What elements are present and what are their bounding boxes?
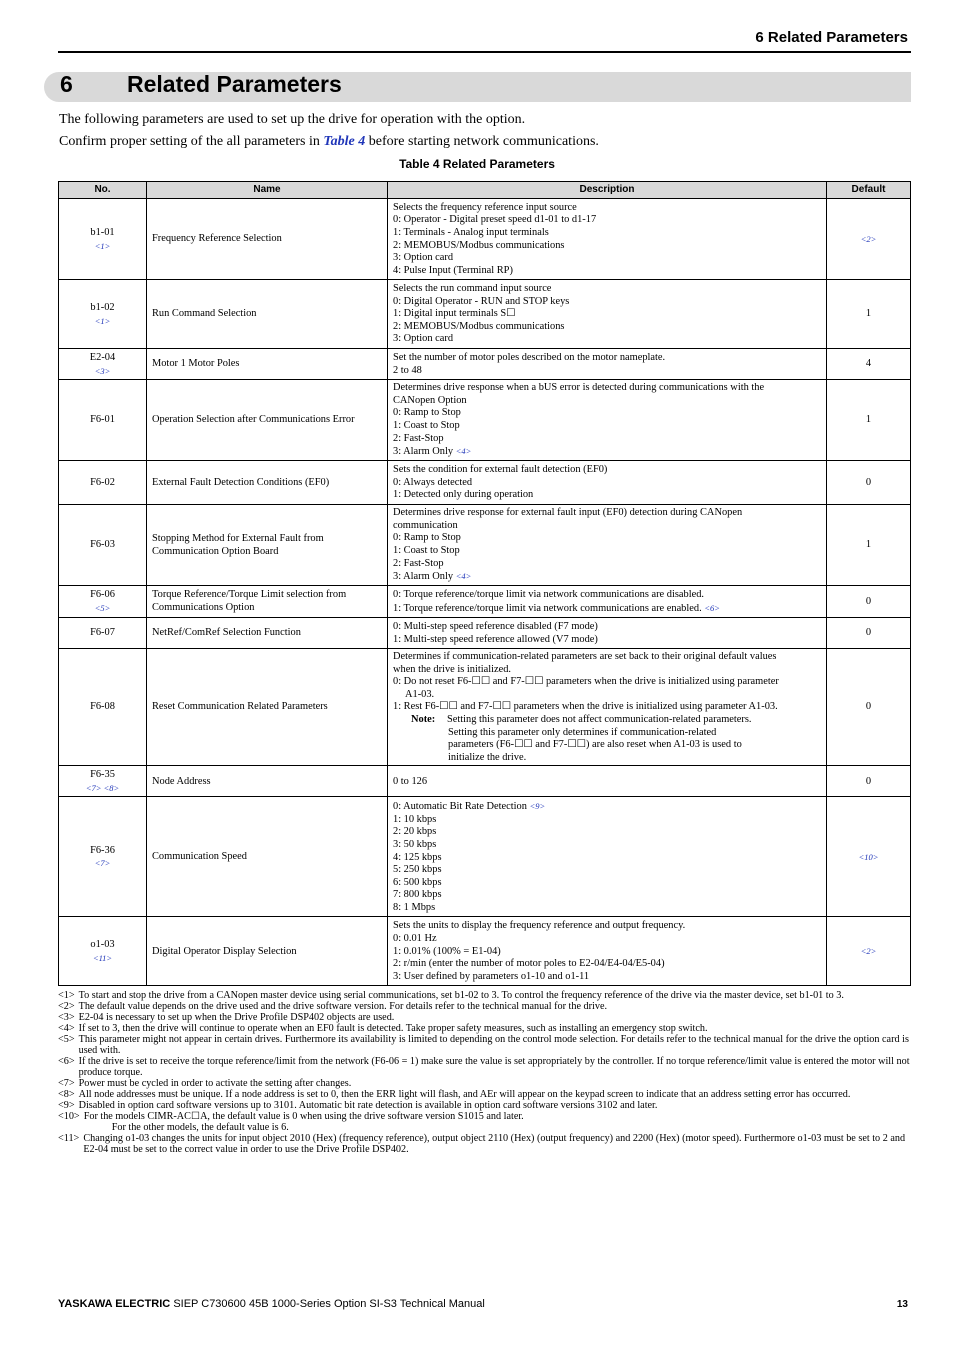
col-header-no: No.: [59, 182, 147, 199]
footnote-tag: <8>: [58, 1089, 75, 1100]
page-number: 13: [896, 1299, 908, 1310]
table-header-row: [59, 182, 911, 199]
param-number-cell: [59, 586, 147, 618]
description-text: 3: 50 kbps: [393, 838, 437, 850]
description-line: [393, 902, 821, 915]
footnote: [58, 1034, 910, 1056]
description-text: 2 to 48: [393, 364, 422, 376]
table-row: [59, 649, 911, 766]
description-line: [393, 920, 821, 933]
description-line: [393, 382, 821, 395]
description-text: 3: Option card: [393, 333, 454, 345]
description-line: [393, 252, 821, 265]
default-value-cell: [827, 505, 911, 586]
footnote-text: [79, 1100, 910, 1111]
description-line: [393, 420, 821, 433]
description-line: [393, 776, 821, 789]
param-number: b1-01: [90, 226, 115, 238]
param-description: [388, 649, 827, 766]
description-text: Selects the run command input source: [393, 283, 552, 295]
default-value-cell: [827, 349, 911, 380]
param-name: Run Command Selection: [147, 280, 388, 349]
param-number: b1-02: [90, 301, 115, 313]
footnote-body: Power must be cycled in order to activate the setting after changes.: [78, 1078, 352, 1089]
description-text: 1: Torque reference/torque limit via network communications are enabled.: [393, 602, 702, 614]
description-line: [393, 321, 821, 334]
param-number: F6-07: [90, 627, 115, 639]
description-text: 1: Multi-step speed reference allowed (V7 mode): [393, 633, 598, 645]
description-line: [393, 602, 821, 616]
description-text: 4: 125 kbps: [393, 851, 442, 863]
description-text: Sets the condition for external fault detection (EF0): [393, 464, 608, 476]
param-description: [388, 797, 827, 917]
default-value-cell: [827, 917, 911, 986]
description-line: [393, 558, 821, 571]
description-line: [393, 621, 821, 634]
intro-paragraph-2: [59, 134, 599, 150]
description-text: Sets the units to display the frequency reference and output frequency.: [393, 920, 686, 932]
description-text: 0: Ramp to Stop: [393, 407, 461, 419]
description-line: [393, 532, 821, 545]
description-footnote-ref[interactable]: <9>: [529, 801, 546, 812]
description-text: 0: Do not reset F6-☐☐ and F7-☐☐ parameters when the drive is initialized using parameter: [393, 676, 779, 688]
description-line: [393, 651, 821, 664]
description-line: [393, 877, 821, 890]
description-line: [393, 958, 821, 971]
description-line: [393, 445, 821, 459]
param-number-cell: [59, 199, 147, 280]
param-name: Motor 1 Motor Poles: [147, 349, 388, 380]
description-text: Determines drive response when a bUS error is detected during communications with the: [393, 382, 765, 394]
param-description: [388, 505, 827, 586]
param-footnote-ref[interactable]: <11>: [92, 952, 113, 963]
description-text: 1: Coast to Stop: [393, 545, 460, 556]
description-text: 2: 20 kbps: [393, 826, 437, 838]
description-text: 0: Multi-step speed reference disabled (F7 mode): [393, 620, 598, 632]
section-number: 6: [60, 71, 73, 97]
footnote-text: [79, 1078, 910, 1089]
param-footnote-ref[interactable]: <1>: [94, 315, 111, 326]
footnote: [58, 1078, 910, 1089]
footnote-body: E2-04 is necessary to set up when the Drive Profile DSP402 objects are used.: [78, 1012, 395, 1023]
param-number: F6-08: [90, 701, 115, 713]
footnote: [58, 1100, 910, 1111]
description-line: [393, 464, 821, 477]
description-line: [393, 365, 821, 378]
description-text: 2: r/min (enter the number of motor poles to E2-04/E4-04/E5-04): [393, 958, 665, 970]
description-footnote-ref[interactable]: <4>: [455, 446, 472, 457]
param-number-cell: [59, 349, 147, 380]
default-value-cell: [827, 586, 911, 618]
note-text: initialize the drive.: [448, 751, 527, 763]
table-row: [59, 766, 911, 797]
footer-manual-title: SIEP C730600 45B 1000-Series Option SI-S3 Technical Manual: [170, 1298, 485, 1310]
description-text: A1-03.: [405, 688, 435, 700]
default-value-cell: [827, 649, 911, 766]
footnote-body: If the drive is set to receive the torque reference/limit from the network (F6-06 = 1) make sure the value is set appropriately by the controller. If no torque reference/limit value is entered the motor will not produce torque.: [78, 1056, 910, 1078]
note-line: [393, 714, 821, 727]
col-header-name: Name: [147, 182, 388, 199]
table-row: [59, 280, 911, 349]
param-number-cell: [59, 461, 147, 505]
footnote-text: [83, 1133, 910, 1155]
param-number: F6-01: [90, 414, 115, 426]
description-text: 1: 10 kbps: [393, 813, 437, 825]
note-text: Setting this parameter does not affect communication-related parameters.: [447, 713, 752, 725]
description-line: [393, 889, 821, 902]
description-line: [393, 202, 821, 215]
default-value-cell: [827, 199, 911, 280]
description-line: [393, 395, 821, 408]
param-name: Communication Speed: [147, 797, 388, 917]
footnote-tag: <5>: [58, 1034, 75, 1045]
description-text: 1: Digital input terminals S☐: [393, 308, 516, 320]
footnote-text: [79, 1001, 910, 1012]
description-line: [393, 296, 821, 309]
footnote-tag: <11>: [58, 1133, 80, 1144]
description-text: when the drive is initialized.: [393, 663, 512, 675]
footnote-body: The default value depends on the drive used and the drive software version. For details refer to the technical manual for the drive.: [78, 1001, 608, 1012]
footnote-tag: <3>: [58, 1012, 75, 1023]
footnote-body: If set to 3, then the drive will continue to operate when an EF0 fault is detected. Take proper safety measures, such as installing an emergency stop switch.: [78, 1023, 708, 1034]
default-value-cell: [827, 280, 911, 349]
description-line: [393, 265, 821, 278]
description-text: 0: Always detected: [393, 476, 473, 488]
param-footnote-ref[interactable]: <3>: [94, 365, 111, 376]
description-line: [393, 946, 821, 959]
param-number-cell: [59, 766, 147, 797]
footnote: [58, 1056, 910, 1078]
description-text: Selects the frequency reference input source: [393, 201, 577, 213]
param-number: E2-04: [89, 351, 116, 363]
footnote-body: Changing o1-03 changes the units for input object 2010 (Hex) (frequency reference), output object 2110 (Hex) (output frequency) and 2200 (Hex) (motor speed). Furthermore o1-03 must be set to 2 and E2-04 must be set to the correct value in order to use the Drive Profile DSP402.: [83, 1133, 906, 1155]
footnote-tag: <1>: [58, 990, 75, 1001]
param-description: [388, 380, 827, 461]
footnote: [58, 1089, 910, 1100]
table-row: [59, 199, 911, 280]
description-text: 1: Detected only during operation: [393, 489, 534, 501]
param-description: [388, 917, 827, 986]
description-text: 7: 800 kbps: [393, 889, 442, 901]
param-number-cell: [59, 797, 147, 917]
param-description: [388, 618, 827, 649]
description-line: [393, 839, 821, 852]
description-line: [393, 308, 821, 321]
footnote-text: [79, 1089, 910, 1100]
description-text: 1: Coast to Stop: [393, 420, 460, 431]
related-parameters-table: [58, 181, 911, 986]
footnote: [58, 990, 910, 1001]
description-line: [393, 352, 821, 365]
default-value: 0: [865, 595, 872, 607]
param-number: F6-02: [90, 476, 115, 488]
table-4-link[interactable]: Table 4: [323, 134, 366, 149]
param-footnote-ref[interactable]: <7> <8>: [85, 782, 120, 793]
description-line: [393, 570, 821, 584]
param-description: [388, 280, 827, 349]
footnote: [58, 1111, 910, 1133]
description-line: [393, 589, 821, 602]
description-text: 1: 0.01% (100% = E1-04): [393, 945, 501, 957]
intro-text-after: before starting network communications.: [365, 134, 599, 149]
footnote-body: Disabled in option card software versions up to 3101. Automatic bit rate detection is available in option card software versions 3102 and later.: [78, 1100, 658, 1111]
default-value: 0: [865, 627, 872, 639]
footnote-text: [79, 1056, 910, 1078]
default-value-cell: [827, 461, 911, 505]
footnote-text: [79, 1012, 910, 1023]
footnote: [58, 1023, 910, 1034]
footnote-text: [84, 1111, 910, 1133]
description-text: 8: 1 Mbps: [393, 901, 436, 913]
param-name: Operation Selection after Communications Error: [147, 380, 388, 461]
param-number: F6-06: [90, 589, 115, 601]
description-text: 1: Rest F6-☐☐ and F7-☐☐ parameters when the drive is initialized using parameter A1-03.: [393, 701, 778, 713]
param-footnote-ref[interactable]: <5>: [94, 603, 111, 613]
description-line: [393, 240, 821, 253]
note-text: parameters (F6-☐☐ and F7-☐☐) are also reset when A1-03 is used to: [448, 739, 742, 751]
description-text: CANopen Option: [393, 394, 467, 406]
param-number-cell: [59, 649, 147, 766]
default-value[interactable]: <2>: [860, 946, 877, 957]
param-name: External Fault Detection Conditions (EF0): [147, 461, 388, 505]
default-value[interactable]: <10>: [858, 851, 879, 862]
param-name: Frequency Reference Selection: [147, 199, 388, 280]
description-text: 0: Operator - Digital preset speed d1-01 to d1-17: [393, 214, 597, 226]
description-line: [393, 676, 821, 689]
description-text: 0: Automatic Bit Rate Detection: [393, 801, 527, 813]
description-text: communication: [393, 519, 458, 531]
section-title: Related Parameters: [127, 71, 342, 97]
note-text: Setting this parameter only determines if communication-related: [448, 726, 717, 738]
footnote-body: All node addresses must be unique. If a node address is set to 0, then the ERR light will flash, and AEr will appear on the keypad screen to indicate that an address setting error has occurred.: [78, 1089, 851, 1100]
footnote-tag: <6>: [58, 1056, 75, 1067]
description-line: [393, 227, 821, 240]
param-number-cell: [59, 280, 147, 349]
footnote-tag: <4>: [58, 1023, 75, 1034]
description-text: 0: Digital Operator - RUN and STOP keys: [393, 295, 570, 307]
description-text: 3: Alarm Only: [393, 446, 454, 458]
footnote-text: [79, 990, 910, 1001]
description-text: 5: 250 kbps: [393, 864, 442, 876]
footnote: [58, 1001, 910, 1012]
default-value: 1: [865, 539, 872, 551]
table-row: [59, 917, 911, 986]
description-line: [393, 689, 821, 702]
intro-text-before: Confirm proper setting of the all parameters in: [59, 134, 324, 149]
description-text: Determines if communication-related parameters are set back to their original default values: [393, 651, 777, 662]
col-header-description: Description: [388, 182, 827, 199]
description-line: [393, 864, 821, 877]
param-name: Stopping Method for External Fault from Communication Option Board: [147, 505, 388, 586]
table-row: [59, 505, 911, 586]
param-name: Torque Reference/Torque Limit selection from Communications Option: [147, 586, 388, 618]
footnote-body: For the models CIMR-AC☐A, the default value is 0 when using the drive software version S1015 and later.: [83, 1111, 524, 1122]
description-line: [393, 826, 821, 839]
table-row: [59, 461, 911, 505]
description-text: Determines drive response for external fault input (EF0) detection during CANopen: [393, 507, 743, 519]
footnote-tag: <2>: [58, 1001, 75, 1012]
default-value: 1: [865, 308, 872, 320]
default-value: 0: [865, 775, 872, 787]
description-text: 2: MEMOBUS/Modbus communications: [393, 320, 565, 332]
description-line: [393, 701, 821, 714]
description-line: [393, 477, 821, 490]
table-row: [59, 349, 911, 380]
footnotes: [58, 990, 910, 1155]
description-footnote-ref[interactable]: <6>: [704, 602, 721, 613]
description-footnote-ref[interactable]: <4>: [455, 571, 472, 582]
default-value-cell: [827, 797, 911, 917]
description-text: 3: Alarm Only: [393, 571, 454, 583]
param-number-cell: [59, 618, 147, 649]
param-name: Reset Communication Related Parameters: [147, 649, 388, 766]
description-text: 4: Pulse Input (Terminal RP): [393, 264, 513, 276]
param-description: [388, 461, 827, 505]
footnote-text: [79, 1023, 910, 1034]
footnote-tag: <9>: [58, 1100, 75, 1111]
description-line: [393, 545, 821, 558]
note-label: Note:: [411, 713, 436, 725]
description-line: [393, 433, 821, 446]
param-number: F6-36: [90, 844, 115, 856]
header-rule: [58, 51, 911, 53]
description-text: Set the number of motor poles described on the motor nameplate.: [393, 351, 666, 363]
default-value-cell: [827, 766, 911, 797]
page-footer: [58, 1298, 485, 1310]
param-number-cell: [59, 917, 147, 986]
table-row: [59, 618, 911, 649]
description-text: 6: 500 kbps: [393, 876, 442, 888]
table-row: [59, 797, 911, 917]
footnote: [58, 1133, 910, 1155]
description-text: 3: User defined by parameters o1-10 and o1-11: [393, 970, 590, 982]
default-value: 0: [865, 701, 872, 713]
description-line: [393, 333, 821, 346]
description-line: [393, 407, 821, 420]
description-line: [393, 634, 821, 647]
description-line: [393, 507, 821, 520]
description-line: [393, 814, 821, 827]
description-line: [393, 971, 821, 984]
table-row: [59, 586, 911, 618]
description-text: 2: Fast-Stop: [393, 432, 444, 444]
description-line: [393, 489, 821, 502]
param-number: F6-35: [90, 769, 115, 781]
footnote-body: To start and stop the drive from a CANopen master device using serial communications, set b1-02 to 3. To control the frequency reference of the drive via the master device, set b1-01 to 3.: [78, 990, 844, 1001]
param-number-cell: [59, 380, 147, 461]
param-description: [388, 349, 827, 380]
description-line: [393, 852, 821, 865]
description-line: [393, 283, 821, 296]
default-value-cell: [827, 380, 911, 461]
param-number: F6-03: [90, 539, 115, 551]
description-line: [393, 664, 821, 677]
running-header-title: 6 Related Parameters: [755, 29, 908, 46]
description-text: 0: 0.01 Hz: [393, 932, 437, 944]
description-text: 3: Option card: [393, 252, 454, 264]
description-line: [393, 800, 821, 814]
footnote-tag: <10>: [58, 1111, 80, 1122]
description-line: [393, 520, 821, 533]
footnote-body: This parameter might not appear in certain drives. Furthermore its availability is limited to depending on the control mode selection. For details refer to the technical manual for the drive the option card is used with.: [78, 1034, 909, 1056]
description-text: 2: Fast-Stop: [393, 557, 444, 569]
footer-brand: YASKAWA ELECTRIC: [58, 1298, 171, 1310]
param-number: o1-03: [90, 939, 115, 951]
footnote: [58, 1012, 910, 1023]
description-line: [393, 933, 821, 946]
footnote-text: [79, 1034, 910, 1056]
description-text: 0 to 126: [393, 775, 428, 787]
default-value: 1: [865, 414, 872, 426]
table-caption: Table 4 Related Parameters: [399, 157, 555, 171]
col-header-default: Default: [827, 182, 911, 199]
description-text: 0: Torque reference/torque limit via network communications are disabled.: [393, 588, 704, 600]
param-number-cell: [59, 505, 147, 586]
param-name: Digital Operator Display Selection: [147, 917, 388, 986]
description-text: 0: Ramp to Stop: [393, 532, 461, 544]
param-name: Node Address: [147, 766, 388, 797]
intro-paragraph-1: The following parameters are used to set up the drive for operation with the option.: [59, 112, 526, 127]
param-description: [388, 199, 827, 280]
param-footnote-ref[interactable]: <7>: [94, 858, 111, 869]
param-name: NetRef/ComRef Selection Function: [147, 618, 388, 649]
param-footnote-ref[interactable]: <1>: [94, 240, 111, 251]
default-value[interactable]: <2>: [860, 233, 877, 244]
footnote-extra: For the other models, the default value is 6.: [111, 1122, 289, 1133]
footnote-tag: <7>: [58, 1078, 75, 1089]
default-value-cell: [827, 618, 911, 649]
default-value: 4: [865, 358, 872, 370]
param-description: [388, 586, 827, 618]
description-text: 2: MEMOBUS/Modbus communications: [393, 239, 565, 251]
default-value: 0: [865, 476, 872, 488]
table-row: [59, 380, 911, 461]
description-text: 1: Terminals - Analog input terminals: [393, 226, 549, 238]
description-line: [393, 214, 821, 227]
param-description: [388, 766, 827, 797]
